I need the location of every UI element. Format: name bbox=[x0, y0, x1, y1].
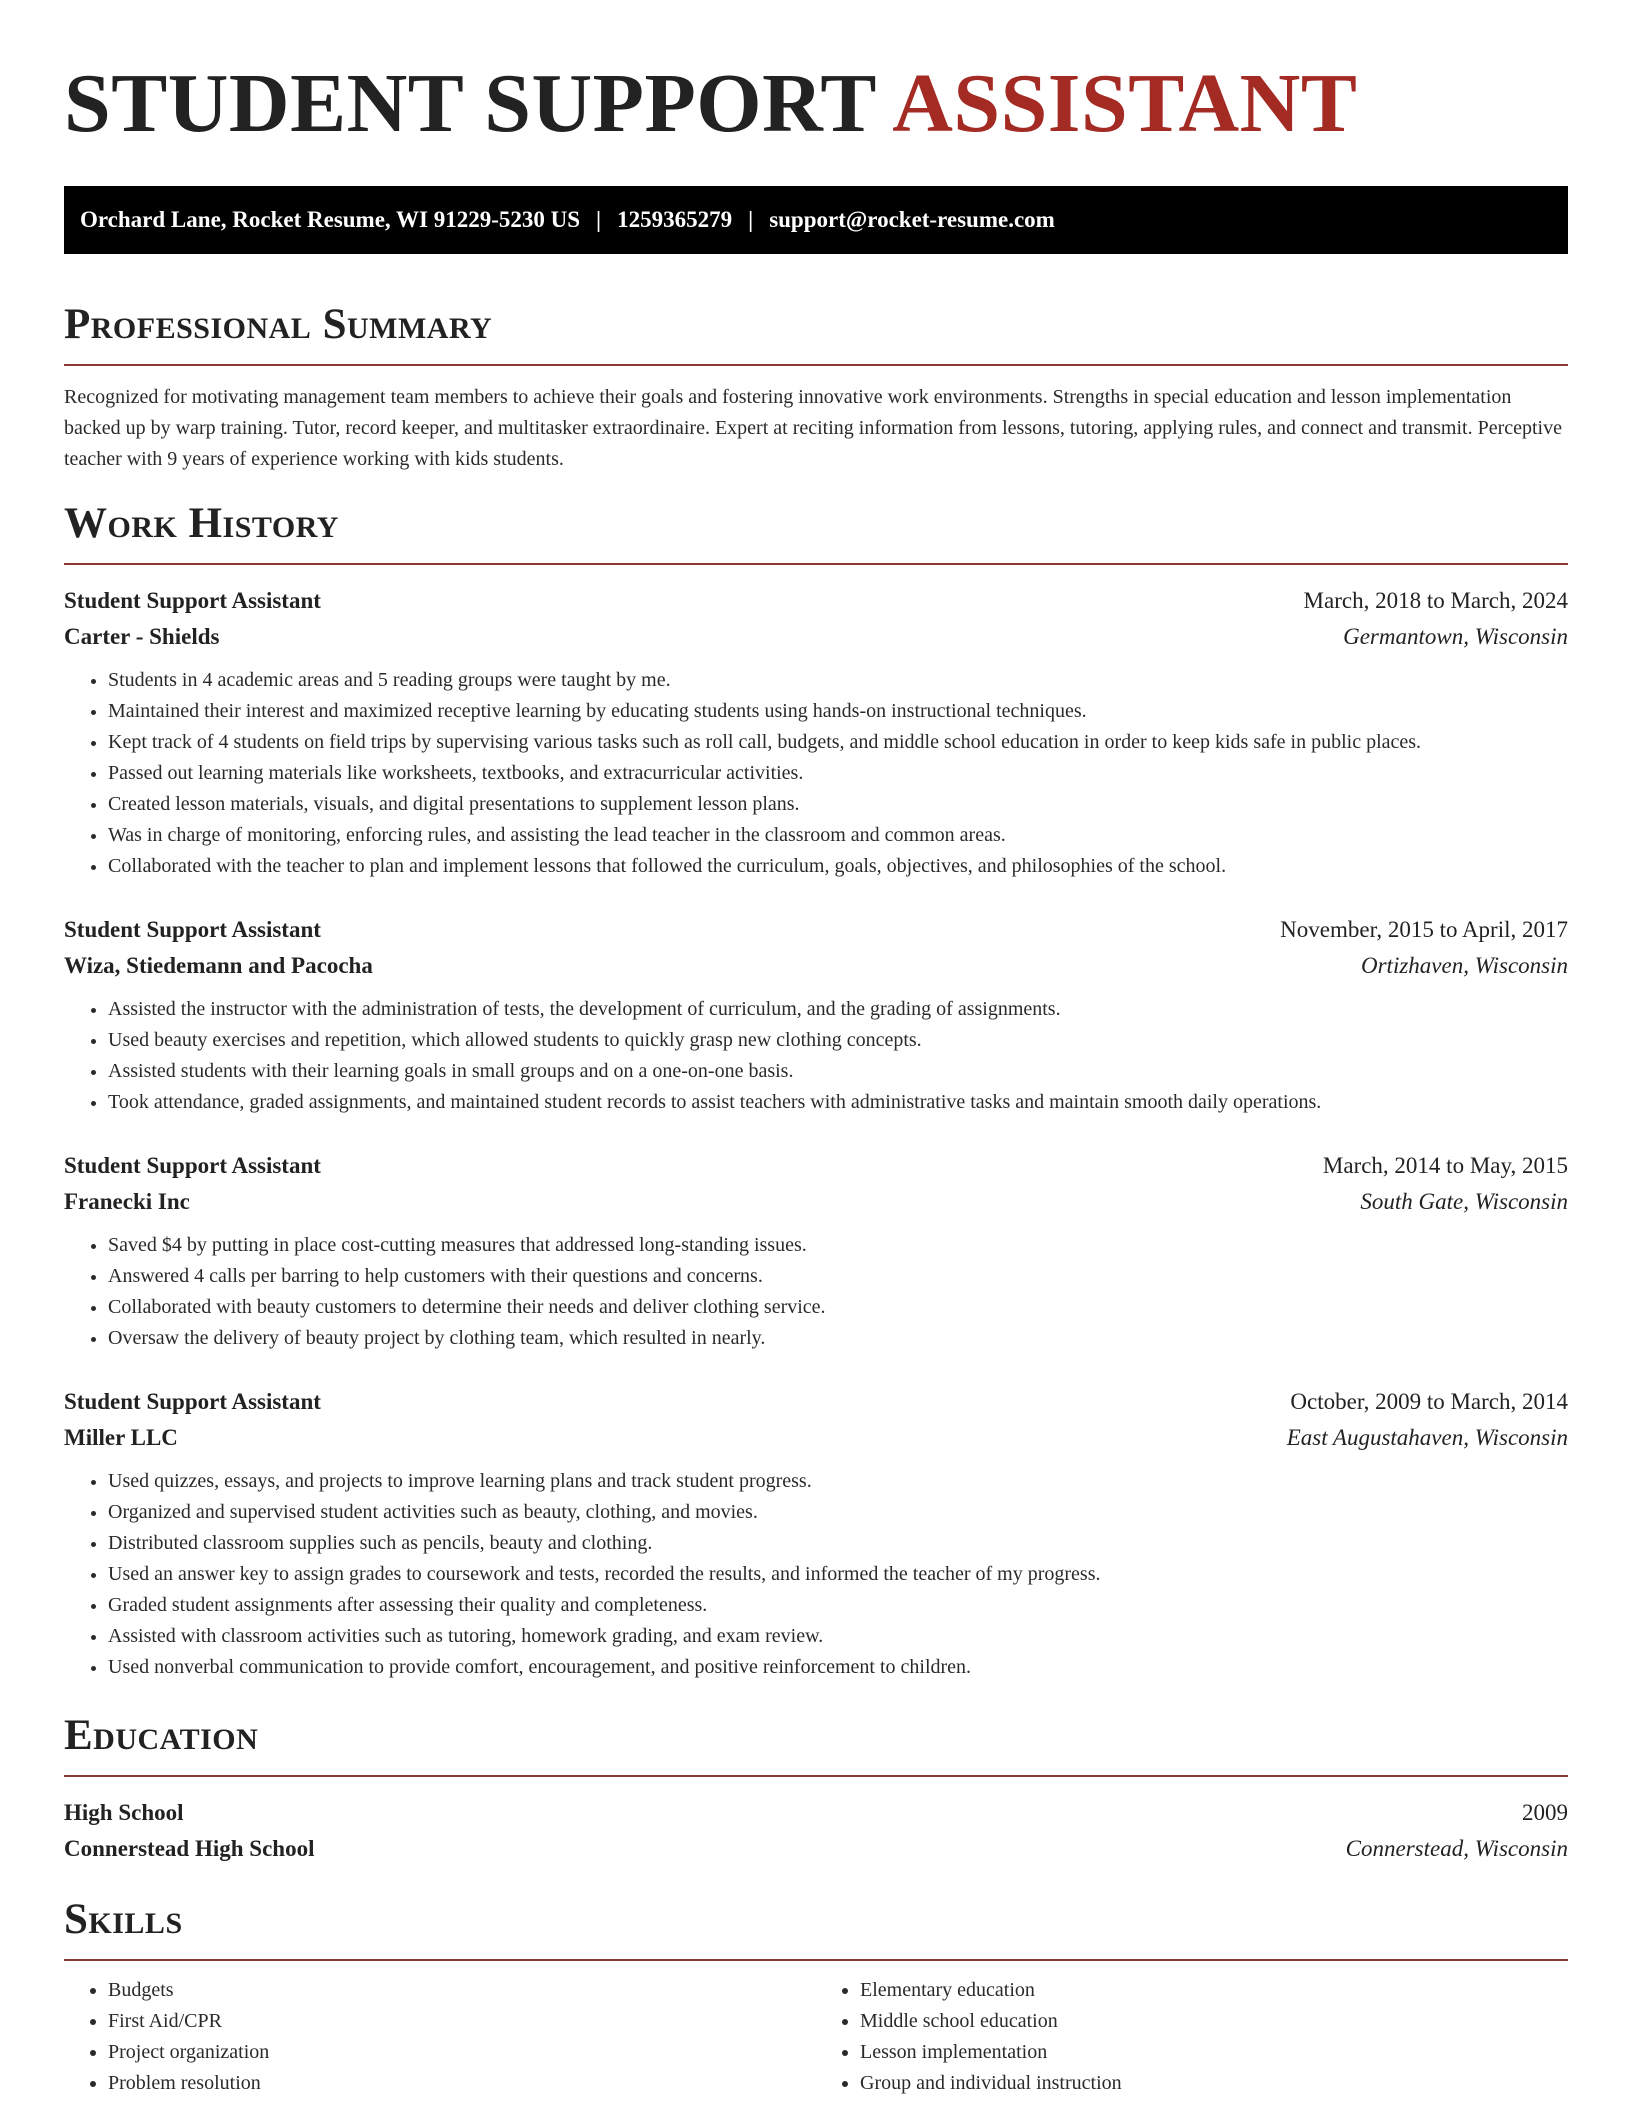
skills-column-left bbox=[64, 1975, 816, 2099]
job-bullet: • Graded student assignments after assessing their quality and completeness. bbox=[108, 1590, 1568, 1621]
job-entry bbox=[64, 1384, 1568, 1683]
resume-title bbox=[64, 0, 1568, 152]
job-company: Wiza, Stiedemann and Pacocha bbox=[64, 953, 373, 978]
job-company: Franecki Inc bbox=[64, 1189, 190, 1214]
job-entry bbox=[64, 1148, 1568, 1354]
contact-separator: | bbox=[596, 207, 602, 232]
job-bullet: • Organized and supervised student activities such as beauty, clothing, and movies. bbox=[108, 1497, 1568, 1528]
job-entry bbox=[64, 912, 1568, 1118]
summary-text: Recognized for motivating management team members to achieve their goals and fostering innovative work environments. Strengths in special education and lesson implementation backed up by warp training. Tutor, record keeper, and multitasker extraordinaire. Expert at reciting information from lessons, tutoring, applying rules, and connect and transmit. Perceptive teacher with 9 years of experience working with kids students. bbox=[64, 386, 1562, 470]
skills-column-right bbox=[816, 1975, 1568, 2099]
job-dates: March, 2018 to March, 2024 bbox=[1303, 588, 1568, 613]
job-bullets bbox=[64, 1466, 1568, 1683]
contact-email[interactable]: support@rocket-resume.com bbox=[769, 207, 1055, 232]
section-title-summary: Professional Summary bbox=[64, 301, 493, 348]
skill-item: • Lesson implementation bbox=[860, 2037, 1568, 2068]
job-bullet: • Used an answer key to assign grades to coursework and tests, recorded the results, and informed the teacher of my progress. bbox=[108, 1559, 1568, 1590]
skill-item: • First Aid/CPR bbox=[108, 2006, 816, 2037]
job-bullet: • Took attendance, graded assignments, and maintained student records to assist teachers with administrative tasks and maintain smooth daily operations. bbox=[108, 1087, 1568, 1118]
job-bullet: • Assisted with classroom activities such as tutoring, homework grading, and exam review. bbox=[108, 1621, 1568, 1652]
section-title-work-history: Work History bbox=[64, 500, 339, 547]
job-dates: October, 2009 to March, 2014 bbox=[1290, 1389, 1568, 1414]
job-bullet: • Collaborated with the teacher to plan and implement lessons that followed the curriculum, goals, objectives, and philosophies of the school. bbox=[108, 851, 1568, 882]
job-title: Student Support Assistant bbox=[64, 1153, 321, 1178]
job-title: Student Support Assistant bbox=[64, 588, 321, 613]
contact-address: Orchard Lane, Rocket Resume, WI 91229-5230 US bbox=[80, 207, 581, 232]
section-title-skills: Skills bbox=[64, 1896, 183, 1943]
title-part-1: STUDENT SUPPORT bbox=[64, 57, 876, 150]
job-bullet: • Used quizzes, essays, and projects to improve learning plans and track student progress. bbox=[108, 1466, 1568, 1497]
job-bullets bbox=[64, 665, 1568, 882]
job-bullet: • Saved $4 by putting in place cost-cutting measures that addressed long-standing issues. bbox=[108, 1230, 1568, 1261]
job-bullet: • Assisted students with their learning goals in small groups and on a one-on-one basis. bbox=[108, 1056, 1568, 1087]
job-bullet: • Students in 4 academic areas and 5 reading groups were taught by me. bbox=[108, 665, 1568, 696]
skills-list bbox=[64, 1975, 1568, 2099]
section-divider bbox=[64, 563, 1568, 565]
education-school: Connerstead High School bbox=[64, 1836, 315, 1861]
job-company: Miller LLC bbox=[64, 1425, 178, 1450]
job-bullet: • Assisted the instructor with the administration of tests, the development of curriculum, and the grading of assignments. bbox=[108, 994, 1568, 1025]
skill-item: • Problem resolution bbox=[108, 2068, 816, 2099]
job-bullet: • Distributed classroom supplies such as pencils, beauty and clothing. bbox=[108, 1528, 1568, 1559]
job-bullet: • Maintained their interest and maximized receptive learning by educating students using hands-on instructional techniques. bbox=[108, 696, 1568, 727]
section-title-education: Education bbox=[64, 1712, 259, 1759]
job-dates: March, 2014 to May, 2015 bbox=[1322, 1153, 1568, 1178]
job-location: South Gate, Wisconsin bbox=[1360, 1189, 1568, 1214]
job-bullet: • Used beauty exercises and repetition, which allowed students to quickly grasp new clothing concepts. bbox=[108, 1025, 1568, 1056]
section-divider bbox=[64, 364, 1568, 366]
job-location: Germantown, Wisconsin bbox=[1343, 624, 1568, 649]
contact-bar bbox=[64, 186, 1568, 254]
job-bullet: • Used nonverbal communication to provide comfort, encouragement, and positive reinforcement to children. bbox=[108, 1652, 1568, 1683]
job-location: Ortizhaven, Wisconsin bbox=[1361, 953, 1568, 978]
job-location: East Augustahaven, Wisconsin bbox=[1286, 1425, 1568, 1450]
skill-item: • Budgets bbox=[108, 1975, 816, 2006]
job-company: Carter - Shields bbox=[64, 624, 220, 649]
job-bullets bbox=[64, 1230, 1568, 1354]
education-year: 2009 bbox=[1522, 1800, 1568, 1825]
education-entry bbox=[64, 1795, 1568, 1867]
section-divider bbox=[64, 1959, 1568, 1961]
job-bullet: • Collaborated with beauty customers to determine their needs and deliver clothing service. bbox=[108, 1292, 1568, 1323]
skill-item: • Elementary education bbox=[860, 1975, 1568, 2006]
title-part-2: ASSISTANT bbox=[892, 57, 1358, 150]
job-bullet: • Was in charge of monitoring, enforcing rules, and assisting the lead teacher in the classroom and common areas. bbox=[108, 820, 1568, 851]
skill-item: • Middle school education bbox=[860, 2006, 1568, 2037]
job-dates: November, 2015 to April, 2017 bbox=[1280, 917, 1568, 942]
contact-separator: | bbox=[748, 207, 754, 232]
job-bullet: • Answered 4 calls per barring to help customers with their questions and concerns. bbox=[108, 1261, 1568, 1292]
job-bullet: • Kept track of 4 students on field trips by supervising various tasks such as roll call, budgets, and middle school education in order to keep kids safe in public places. bbox=[108, 727, 1568, 758]
job-list bbox=[64, 583, 1568, 1683]
job-bullet: • Passed out learning materials like worksheets, textbooks, and extracurricular activities. bbox=[108, 758, 1568, 789]
education-location: Connerstead, Wisconsin bbox=[1345, 1836, 1568, 1861]
job-bullets bbox=[64, 994, 1568, 1118]
skill-item: • Project organization bbox=[108, 2037, 816, 2068]
section-divider bbox=[64, 1775, 1568, 1777]
job-entry bbox=[64, 583, 1568, 882]
skill-item: • Group and individual instruction bbox=[860, 2068, 1568, 2099]
education-degree: High School bbox=[64, 1800, 184, 1825]
job-bullet: • Oversaw the delivery of beauty project by clothing team, which resulted in nearly. bbox=[108, 1323, 1568, 1354]
job-title: Student Support Assistant bbox=[64, 917, 321, 942]
contact-phone: 1259365279 bbox=[617, 207, 733, 232]
job-bullet: • Created lesson materials, visuals, and digital presentations to supplement lesson plans. bbox=[108, 789, 1568, 820]
job-title: Student Support Assistant bbox=[64, 1389, 321, 1414]
